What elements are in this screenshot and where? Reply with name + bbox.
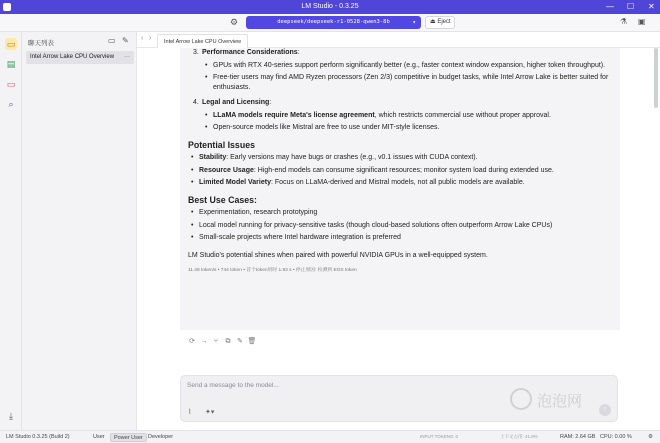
context-usage: 上下文占用: 41.8% [500,434,538,439]
attach-icon[interactable]: ⌇ [188,409,192,416]
ram-usage: RAM: 2.64 GB [560,434,596,440]
eject-icon: ⏏ [430,19,436,25]
edit-icon[interactable]: ✎ [237,338,243,345]
list-item: • Resource Usage: High-end models can consume significant resources; monitor system load during extended use. [190,166,613,176]
terminal-icon[interactable]: ▤ [6,59,16,69]
mode-user[interactable]: User [93,434,105,440]
watermark-text: 泡泡网 [537,393,583,410]
close-icon[interactable]: ✕ [648,2,655,11]
chat-item-label: Intel Arrow Lake CPU Overview [30,54,115,60]
list-item: • GPUs with RTX 40-series support perform significantly better (e.g., faster context window expansion, higher token throughput). [204,61,613,71]
issues-list [190,153,613,188]
left-icon-rail [0,32,22,430]
branch-icon[interactable]: ⑂ [213,338,219,345]
list-item: • Limited Model Variety: Focus on LLaMA-derived and Mistral models, not all public models are available. [190,178,613,188]
search-icon[interactable]: ⌕ [8,99,14,109]
list-item: • Local model running for privacy-sensitive tasks (though cloud-based solutions often outperform Arrow Lake CPUs) [190,221,613,231]
watermark [510,385,600,415]
flask-icon[interactable]: ⚗ [620,17,628,26]
section-heading: Potential Issues [188,139,255,150]
regenerate-icon[interactable]: ⟳ [189,338,195,345]
list-item: • Free-tier users may find AMD Ryzen processors (Zen 2/3) competitive in budget tasks, while Intel Arrow Lake is better suited for enthusiasts. [204,73,613,92]
chat-icon[interactable]: ▭ [6,39,16,49]
list-item: 4. Legal and Licensing: • LLaMA models require Meta's license agreement, which restricts commercial use without proper approval. • Open-source models like Mistral are free to use under MIT-style licenses. [188,98,613,133]
app-version: LM Studio 0.3.25 (Build 2) [6,434,70,440]
chat-list-item[interactable] [26,51,134,64]
model-selector[interactable] [246,16,421,29]
continue-icon[interactable]: → [200,338,208,345]
back-arrow-icon[interactable]: ‹ [141,35,144,42]
status-bar [0,430,660,443]
chat-list-panel [22,32,137,430]
more-options-icon[interactable]: ··· [124,54,130,60]
message-actions [186,337,258,346]
section-heading: Best Use Cases: [188,194,257,205]
copy-icon[interactable]: ⧉ [225,338,231,345]
eject-label: Eject [437,19,451,25]
scrollbar[interactable] [654,48,658,430]
mode-power-user[interactable]: Power User [110,433,147,442]
folder-icon[interactable]: ▭ [6,79,16,89]
window-title-bar [0,0,660,14]
list-item: 3. Performance Considerations: • GPUs with RTX 40-series support perform significantly better (e.g., faster context window expansion, higher token throughput). • Free-tier users may find AMD Ryzen processors (Zen 2/3) competitive in budget tasks, while Intel Arrow Lake is better suited for enthusiasts. [188,48,613,92]
list-item: • Stability: Early versions may have bugs or crashes (e.g., v0.1 issues with CUDA context). [190,153,613,163]
message-input[interactable]: Send a message to the model... [187,382,279,389]
chat-list-title: 聊天列表 [28,40,54,47]
list-item: • LLaMA models require Meta's license agreement, which restricts commercial use without proper approval. [204,111,613,121]
model-name: deepseek/deepseek-r1-0528-qwen3-8b [277,19,390,25]
message-content [188,48,613,276]
eject-button[interactable] [425,16,455,29]
send-button[interactable]: ↑ [599,404,611,416]
minimize-icon[interactable]: — [606,2,614,11]
input-tokens: INPUT TOKENS: 0 [420,434,459,439]
settings-icon[interactable]: ⚙ [648,434,653,440]
download-icon[interactable]: ⤓ [9,411,13,421]
new-chat-icon[interactable]: ✎ [122,36,129,45]
sub-list [204,61,613,93]
maximize-icon[interactable]: ☐ [627,2,635,11]
tab-chat[interactable]: Intel Arrow Lake CPU Overview [157,34,248,48]
closing-paragraph: LM Studio's potential shines when paired with powerful NVIDIA GPUs in a well-equipped system. [188,251,488,259]
list-item: • Open-source models like Mistral are free to use under MIT-style licenses. [204,123,613,133]
mode-developer[interactable]: Developer [148,434,174,440]
sub-list [204,111,613,133]
scrollbar-thumb[interactable] [654,48,658,108]
forward-arrow-icon[interactable]: › [149,35,152,42]
delete-icon[interactable]: 🗑 [247,338,257,345]
list-item: • Experimentation, research prototyping [190,208,613,218]
tab-bar [137,32,660,48]
assistant-message [180,48,620,330]
tool-icon[interactable]: ✦▾ [205,409,215,416]
new-folder-icon[interactable]: ▭ [108,36,116,45]
chevron-down-icon: ▾ [412,19,416,26]
use-cases-list [190,208,613,243]
settings-gear-icon[interactable]: ⚙ [230,17,239,27]
generation-stats: 11.48 token/s • 744 token • 首个token用时 1.93 s • 停止原因: 检测到 EOS token [188,268,357,273]
watermark-logo-icon [510,388,532,410]
list-item: • Small-scale projects where Intel hardware integration is preferred [190,233,613,243]
cpu-usage: CPU: 0.00 % [600,434,632,440]
sidebar-toggle-icon[interactable]: ▣ [638,17,646,26]
window-title: LM Studio - 0.3.25 [301,3,359,10]
top-toolbar [0,14,660,32]
